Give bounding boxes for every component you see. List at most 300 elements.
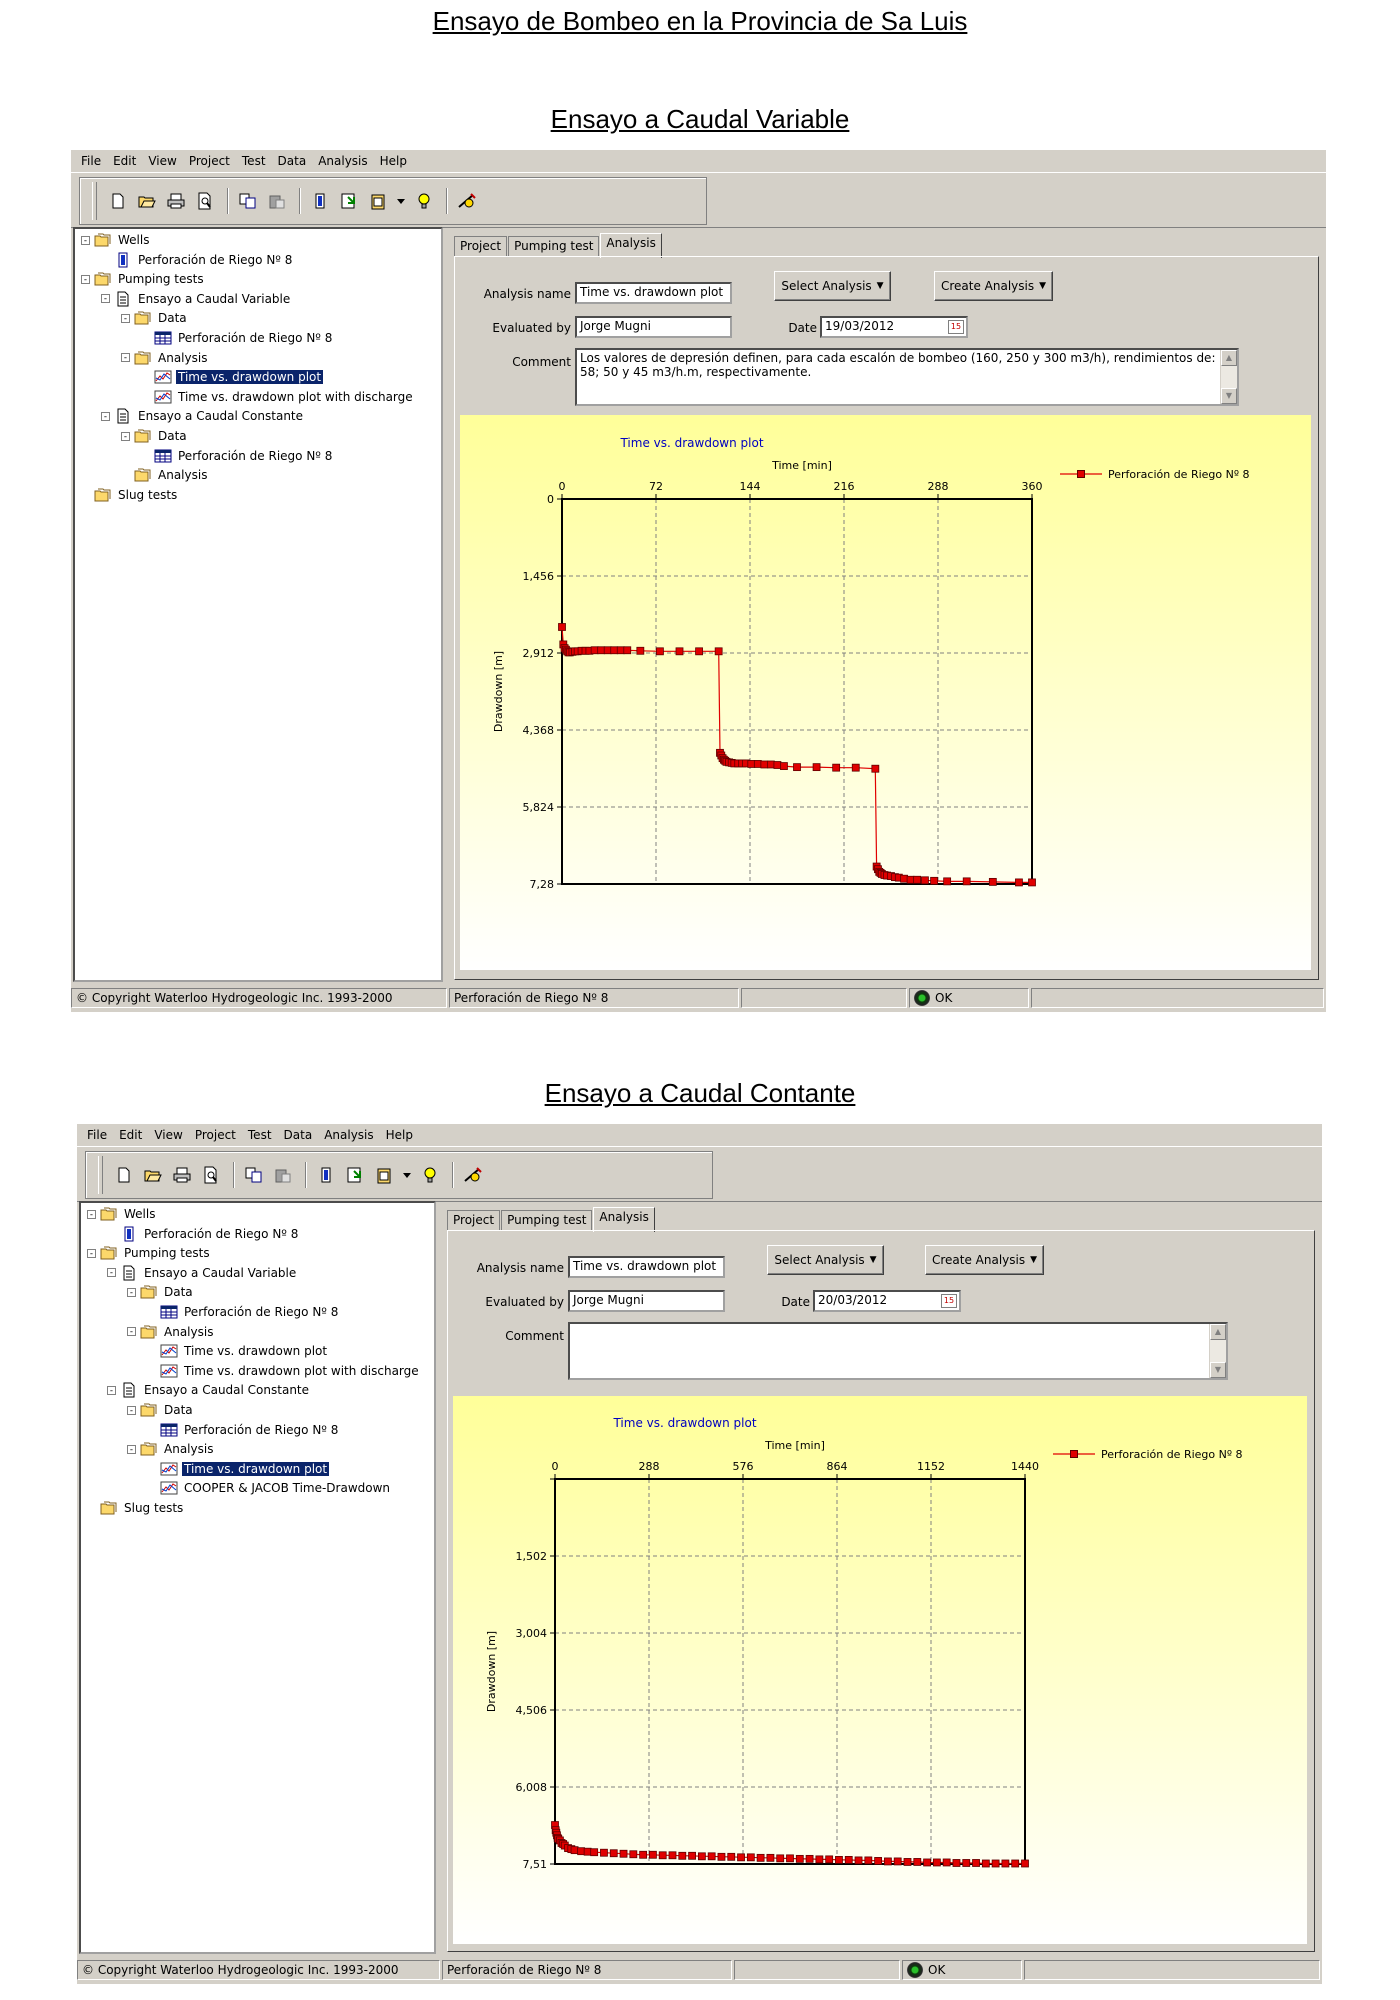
data-point (794, 764, 801, 771)
data-point (806, 1855, 813, 1862)
data-point (907, 876, 914, 883)
x-tick-label: 288 (927, 480, 949, 493)
document-icon (114, 408, 132, 424)
status-well-text: Perforación de Riego Nº 8 (454, 991, 609, 1005)
tree-item-label[interactable]: Perforación de Riego Nº 8 (178, 331, 333, 345)
scroll-up-icon[interactable]: ▲ (1210, 1324, 1226, 1340)
toolbar (85, 1151, 713, 1199)
label-analysis-name: Analysis name (483, 287, 571, 301)
data-point (676, 648, 683, 655)
y-tick-label: 4,368 (522, 724, 554, 737)
scroll-up-icon[interactable]: ▲ (1221, 350, 1237, 366)
label-date: Date (788, 321, 817, 335)
collapse-toggle-icon[interactable]: - (88, 1248, 95, 1259)
x-axis-label: Time [min] (765, 1439, 825, 1452)
y-tick-label: 1,502 (515, 1550, 547, 1563)
create-analysis-label: Create Analysis (940, 279, 1035, 293)
data-point (924, 1859, 931, 1866)
menu-view[interactable]: View (148, 154, 177, 168)
tree-item[interactable] (121, 427, 189, 445)
well-tool-icon[interactable] (307, 188, 333, 214)
date-value: 19/03/2012 (825, 319, 895, 333)
toolbar (79, 177, 707, 225)
plot-icon (154, 389, 172, 405)
x-tick-label: 216 (833, 480, 855, 493)
scroll-down-icon[interactable]: ▼ (1221, 388, 1237, 404)
y-tick-label: 2,912 (522, 647, 554, 660)
data-point (591, 647, 598, 654)
toolbar-grip[interactable] (98, 1156, 103, 1194)
calendar-icon[interactable]: 15 (941, 1294, 957, 1308)
data-point (774, 762, 781, 769)
menu-edit[interactable]: Edit (113, 154, 137, 168)
select-analysis-button[interactable] (767, 1245, 884, 1275)
data-point (931, 877, 938, 884)
tree-item[interactable] (147, 1362, 421, 1380)
evaluated-by-input[interactable]: Jorge Mugni (568, 1290, 725, 1312)
folder-icon (134, 350, 152, 366)
toolbar-separator (227, 188, 229, 214)
x-tick-label: 360 (1021, 480, 1043, 493)
tree-item-label[interactable]: Time vs. drawdown plot (178, 370, 322, 385)
data-point (767, 1854, 774, 1861)
data-point (767, 761, 774, 768)
tree-item[interactable] (101, 251, 294, 269)
tree-item[interactable] (147, 1479, 392, 1497)
menu-test[interactable]: Test (241, 154, 266, 168)
scroll-down-icon[interactable]: ▼ (1210, 1362, 1226, 1378)
print-icon[interactable] (169, 1162, 195, 1188)
tree-item-label[interactable]: Time vs. drawdown plot with discharge (184, 1363, 419, 1378)
tab-project[interactable]: Project (454, 236, 507, 257)
copyright-text: © Copyright Waterloo Hydrogeologic Inc. 1993-2000 (76, 991, 393, 1005)
collapse-toggle-icon[interactable]: - (88, 1209, 95, 1220)
paste-icon[interactable] (270, 1162, 296, 1188)
data-point (1002, 1860, 1009, 1867)
data-point (875, 1857, 882, 1864)
tree-item-label[interactable]: Slug tests (118, 487, 178, 502)
report-icon[interactable] (365, 188, 391, 214)
tree-item-label[interactable]: Slug tests (124, 1501, 184, 1515)
tree-spacer (87, 1504, 100, 1513)
well-icon (114, 252, 132, 268)
tree-item-label[interactable]: Data (158, 429, 187, 443)
collapse-toggle-icon[interactable]: - (128, 1405, 135, 1416)
data-point (845, 1856, 852, 1863)
evaluated-by-input[interactable]: Jorge Mugni (575, 316, 732, 338)
tree-item-label[interactable]: COOPER & JACOB Time-Drawdown (184, 1481, 391, 1496)
tree-item[interactable] (121, 466, 209, 484)
data-point (624, 647, 631, 654)
report-icon[interactable] (371, 1162, 397, 1188)
tree-item-label[interactable]: Data (158, 311, 187, 326)
document-icon (120, 1265, 138, 1281)
tree-item-label[interactable]: Time vs. drawdown plot with discharge (178, 389, 413, 404)
tree-item-label[interactable]: Pumping tests (118, 272, 204, 287)
tab-project[interactable]: Project (447, 1210, 500, 1231)
date-input[interactable] (820, 316, 968, 338)
folder-icon (134, 428, 152, 444)
toolbar-separator (446, 188, 448, 214)
tree-item[interactable] (121, 349, 209, 367)
menu-analysis[interactable]: Analysis (324, 1128, 374, 1142)
plot-icon (160, 1480, 178, 1496)
y-tick-label: 1,456 (522, 570, 554, 583)
tree-item-label[interactable]: Perforación de Riego Nº 8 (178, 448, 333, 463)
y-tick-label: 4,506 (515, 1704, 547, 1717)
tree-item[interactable] (127, 1323, 215, 1341)
folder-icon (94, 232, 112, 248)
data-point (826, 1856, 833, 1863)
tree-item[interactable] (81, 270, 206, 288)
status-bar (77, 1960, 1322, 1982)
toolbar-row (77, 1146, 1322, 1202)
x-tick-label: 72 (649, 480, 663, 493)
data-point (610, 1850, 617, 1857)
tree-item[interactable] (107, 1264, 298, 1282)
tree-item[interactable] (107, 1225, 300, 1243)
data-point (761, 761, 768, 768)
tab-analysis[interactable]: Analysis (600, 233, 661, 258)
import-icon[interactable] (336, 188, 362, 214)
tree-item-label[interactable]: Time vs. drawdown plot (184, 1461, 328, 1476)
select-analysis-label: Select Analysis (781, 279, 872, 293)
tree-spacer (141, 392, 154, 401)
tree-item-label[interactable]: Perforación de Riego Nº 8 (184, 1422, 339, 1437)
tree-item-label[interactable]: Data (164, 1403, 193, 1417)
data-point (943, 1859, 950, 1866)
tree-item-label[interactable]: Analysis (164, 1324, 214, 1339)
tree-item-label[interactable]: Ensayo a Caudal Constante (144, 1383, 310, 1398)
dropdown-arrow-icon[interactable] (394, 188, 408, 214)
analysis-panel (447, 1230, 1315, 1952)
menu-data[interactable]: Data (283, 1128, 313, 1142)
tree-item-label[interactable]: Analysis (164, 1442, 214, 1457)
status-led-icon (914, 990, 930, 1006)
x-tick-label: 1152 (917, 1460, 945, 1473)
collapse-toggle-icon[interactable]: - (128, 1327, 135, 1338)
toolbar-separator (233, 1162, 235, 1188)
comment-scrollbar[interactable] (1209, 1324, 1226, 1378)
data-point (698, 1853, 705, 1860)
data-point (715, 648, 722, 655)
import-icon[interactable] (342, 1162, 368, 1188)
document-icon (120, 1382, 138, 1398)
chevron-down-icon: ▼ (1030, 1255, 1038, 1265)
tree-item[interactable] (101, 407, 305, 425)
collapse-toggle-icon[interactable]: - (122, 353, 129, 364)
tree-item[interactable] (87, 1205, 157, 1223)
legend-marker (1071, 1451, 1078, 1458)
comment-textarea[interactable] (575, 348, 1239, 406)
data-point (656, 648, 663, 655)
folder-icon (94, 487, 112, 503)
open-folder-icon[interactable] (140, 1162, 166, 1188)
pumping-test-icon[interactable] (454, 188, 480, 214)
data-point (872, 765, 879, 772)
menu-file[interactable]: File (87, 1128, 108, 1142)
menu-analysis[interactable]: Analysis (318, 154, 368, 168)
status-well (449, 988, 739, 1008)
data-point (747, 1854, 754, 1861)
chart-title: Time vs. drawdown plot (620, 436, 764, 450)
status-empty (734, 1960, 900, 1980)
tree-item-label[interactable]: Pumping tests (124, 1246, 210, 1261)
comment-textarea[interactable] (568, 1322, 1228, 1380)
tree-item[interactable] (147, 1342, 329, 1360)
chevron-down-icon: ▼ (876, 281, 884, 291)
y-tick-label: 6,008 (515, 1781, 547, 1794)
data-point (835, 1856, 842, 1863)
collapse-toggle-icon[interactable]: - (108, 1385, 115, 1396)
legend-label: Perforación de Riego Nº 8 (1108, 468, 1250, 481)
calendar-icon[interactable]: 15 (948, 320, 964, 334)
folder-icon (94, 271, 112, 287)
collapse-toggle-icon[interactable]: - (108, 1268, 115, 1279)
menu-edit[interactable]: Edit (119, 1128, 143, 1142)
menu-file[interactable]: File (81, 154, 102, 168)
new-file-icon[interactable] (111, 1162, 137, 1188)
tip-bulb-icon[interactable] (417, 1162, 443, 1188)
create-analysis-button[interactable] (925, 1245, 1044, 1275)
folder-icon (134, 467, 152, 483)
tree-item-label[interactable]: Perforación de Riego Nº 8 (144, 1226, 299, 1241)
copy-icon[interactable] (235, 188, 261, 214)
tree-item-label[interactable]: Analysis (158, 468, 208, 483)
x-tick-label: 576 (732, 1460, 754, 1473)
label-analysis-name: Analysis name (476, 1261, 564, 1275)
data-point (630, 1851, 637, 1858)
toolbar-grip[interactable] (92, 182, 97, 220)
tree-item[interactable] (141, 447, 334, 465)
tree-item-label[interactable]: Analysis (158, 350, 208, 365)
data-point (1029, 879, 1036, 886)
data-point (780, 763, 787, 770)
tree-spacer (121, 471, 134, 480)
pumping-test-icon[interactable] (460, 1162, 486, 1188)
tree-item[interactable] (121, 309, 189, 327)
table-icon (154, 448, 172, 464)
data-point (748, 760, 755, 767)
data-point (738, 1854, 745, 1861)
analysis-name-input[interactable]: Time vs. drawdown plot (568, 1256, 725, 1278)
table-icon (160, 1422, 178, 1438)
tree-item[interactable] (147, 1460, 329, 1478)
tree-item-label[interactable]: Perforación de Riego Nº 8 (184, 1305, 339, 1319)
menu-data[interactable]: Data (277, 154, 307, 168)
status-well-text: Perforación de Riego Nº 8 (447, 1963, 602, 1977)
plot-icon (160, 1363, 178, 1379)
tree-item[interactable] (81, 231, 151, 249)
x-axis-label: Time [min] (772, 459, 832, 472)
tree-item[interactable] (127, 1440, 215, 1458)
tree-item[interactable] (107, 1381, 311, 1399)
tab-analysis[interactable]: Analysis (593, 1207, 654, 1232)
paste-icon[interactable] (264, 188, 290, 214)
data-point (884, 1858, 891, 1865)
date-input[interactable] (813, 1290, 961, 1312)
document-icon (114, 291, 132, 307)
data-point (989, 878, 996, 885)
tree-item-label[interactable]: Time vs. drawdown plot (184, 1344, 328, 1359)
toolbar-separator (299, 188, 301, 214)
analysis-panel (454, 256, 1319, 980)
legend-marker (1078, 471, 1085, 478)
section-title-constant: Ensayo a Caudal Contante (544, 1078, 856, 1108)
menu-project[interactable]: Project (194, 1128, 236, 1142)
chevron-down-icon: ▼ (1039, 281, 1047, 291)
select-analysis-label: Select Analysis (774, 1253, 865, 1267)
tree-item-label[interactable]: Ensayo a Caudal Constante (138, 409, 304, 424)
data-point (855, 1857, 862, 1864)
data-point (649, 1851, 656, 1858)
tree-item-label[interactable]: Perforación de Riego Nº 8 (138, 252, 293, 267)
y-tick-label: 7,51 (522, 1858, 547, 1871)
series-line (562, 627, 1032, 882)
menu-test[interactable]: Test (247, 1128, 272, 1142)
comment-text: Los valores de depresión definen, para cada escalón de bombeo (160, 250 y 300 m3/h), rendimientos de: 58; 50 y 45 m3/h.m, respectivamente. (580, 351, 1216, 379)
tree-item[interactable] (87, 1499, 185, 1517)
x-tick-label: 0 (551, 1460, 559, 1473)
status-ok (909, 988, 1029, 1008)
tree-item-label[interactable]: Wells (124, 1207, 156, 1221)
data-point (600, 1849, 607, 1856)
collapse-toggle-icon[interactable]: - (128, 1444, 135, 1455)
chart-title: Time vs. drawdown plot (613, 1416, 757, 1430)
tree-item[interactable] (147, 1421, 340, 1439)
data-point (1022, 1860, 1029, 1867)
tree-item[interactable] (141, 368, 323, 386)
x-tick-label: 288 (638, 1460, 660, 1473)
tree-item-label[interactable]: Data (164, 1285, 193, 1300)
analysis-name-input[interactable]: Time vs. drawdown plot (575, 282, 732, 304)
chevron-down-icon: ▼ (869, 1255, 877, 1265)
collapse-toggle-icon[interactable]: - (122, 313, 129, 324)
status-end (1024, 1960, 1320, 1980)
tree-item-label[interactable]: Ensayo a Caudal Variable (138, 291, 291, 306)
status-copyright (71, 988, 447, 1008)
data-point (953, 1859, 960, 1866)
tree-spacer (141, 451, 154, 460)
menu-bar (77, 1124, 1322, 1146)
data-point (620, 1850, 627, 1857)
data-point (696, 648, 703, 655)
select-analysis-button[interactable] (774, 271, 891, 301)
folder-icon (140, 1402, 158, 1418)
data-point (689, 1852, 696, 1859)
tree-spacer (141, 334, 154, 343)
x-tick-label: 0 (558, 480, 566, 493)
tree-item[interactable] (127, 1283, 195, 1301)
project-tree[interactable] (79, 1201, 436, 1954)
tree-spacer (147, 1366, 160, 1375)
drawdown-chart (460, 415, 1311, 970)
x-tick-label: 864 (826, 1460, 848, 1473)
collapse-toggle-icon[interactable]: - (82, 274, 89, 285)
data-point (787, 1855, 794, 1862)
y-axis-label: Drawdown [m] (492, 650, 505, 733)
y-tick-label: 0 (547, 493, 554, 506)
data-point (640, 1851, 647, 1858)
label-date: Date (781, 1295, 810, 1309)
menu-project[interactable]: Project (188, 154, 230, 168)
tip-bulb-icon[interactable] (411, 188, 437, 214)
table-icon (160, 1304, 178, 1320)
tab-pumping-test[interactable]: Pumping test (501, 1210, 592, 1231)
collapse-toggle-icon[interactable]: - (102, 294, 109, 305)
data-point (559, 623, 566, 630)
data-point (852, 764, 859, 771)
status-well (442, 1960, 732, 1980)
status-copyright (77, 1960, 440, 1980)
tree-item-label[interactable]: Wells (118, 233, 150, 247)
tree-item[interactable] (81, 486, 179, 504)
menu-help[interactable]: Help (385, 1128, 413, 1142)
tree-item[interactable] (127, 1401, 195, 1419)
data-point (914, 876, 921, 883)
tree-item-label[interactable]: Ensayo a Caudal Variable (144, 1265, 297, 1280)
data-point (865, 1857, 872, 1864)
status-empty (741, 988, 907, 1008)
plot-frame (562, 499, 1032, 884)
create-analysis-button[interactable] (934, 271, 1053, 301)
dropdown-arrow-icon[interactable] (400, 1162, 414, 1188)
label-comment: Comment (505, 1329, 564, 1343)
new-file-icon[interactable] (105, 188, 131, 214)
collapse-toggle-icon[interactable]: - (128, 1287, 135, 1298)
folder-icon (134, 310, 152, 326)
folder-icon (100, 1245, 118, 1261)
x-tick-label: 144 (739, 480, 761, 493)
menu-help[interactable]: Help (379, 154, 407, 168)
menu-view[interactable]: View (154, 1128, 183, 1142)
print-icon[interactable] (163, 188, 189, 214)
tree-item[interactable] (101, 290, 292, 308)
folder-icon (140, 1324, 158, 1340)
drawdown-chart (453, 1396, 1307, 1944)
well-icon (120, 1226, 138, 1242)
print-preview-icon[interactable] (198, 1162, 224, 1188)
data-point (973, 1859, 980, 1866)
toolbar-row (71, 172, 1326, 228)
tree-item[interactable] (141, 388, 415, 406)
status-ok-text: OK (928, 1963, 946, 1977)
tree-item[interactable] (141, 329, 334, 347)
data-point (944, 878, 951, 885)
tab-bar (454, 236, 663, 258)
project-tree[interactable] (73, 227, 443, 982)
collapse-toggle-icon[interactable]: - (82, 235, 89, 246)
comment-scrollbar[interactable] (1220, 350, 1237, 404)
collapse-toggle-icon[interactable]: - (122, 431, 129, 442)
tree-spacer (81, 490, 94, 499)
data-point (604, 647, 611, 654)
tree-item[interactable] (147, 1303, 340, 1321)
tab-pumping-test[interactable]: Pumping test (508, 236, 599, 257)
data-point (914, 1858, 921, 1865)
data-point (659, 1852, 666, 1859)
data-point (833, 764, 840, 771)
copy-icon[interactable] (241, 1162, 267, 1188)
data-point (591, 1849, 598, 1856)
print-preview-icon[interactable] (192, 188, 218, 214)
tree-item[interactable] (87, 1244, 212, 1262)
open-folder-icon[interactable] (134, 188, 160, 214)
well-tool-icon[interactable] (313, 1162, 339, 1188)
data-point (992, 1860, 999, 1867)
status-led-icon (907, 1962, 923, 1978)
collapse-toggle-icon[interactable]: - (102, 411, 109, 422)
